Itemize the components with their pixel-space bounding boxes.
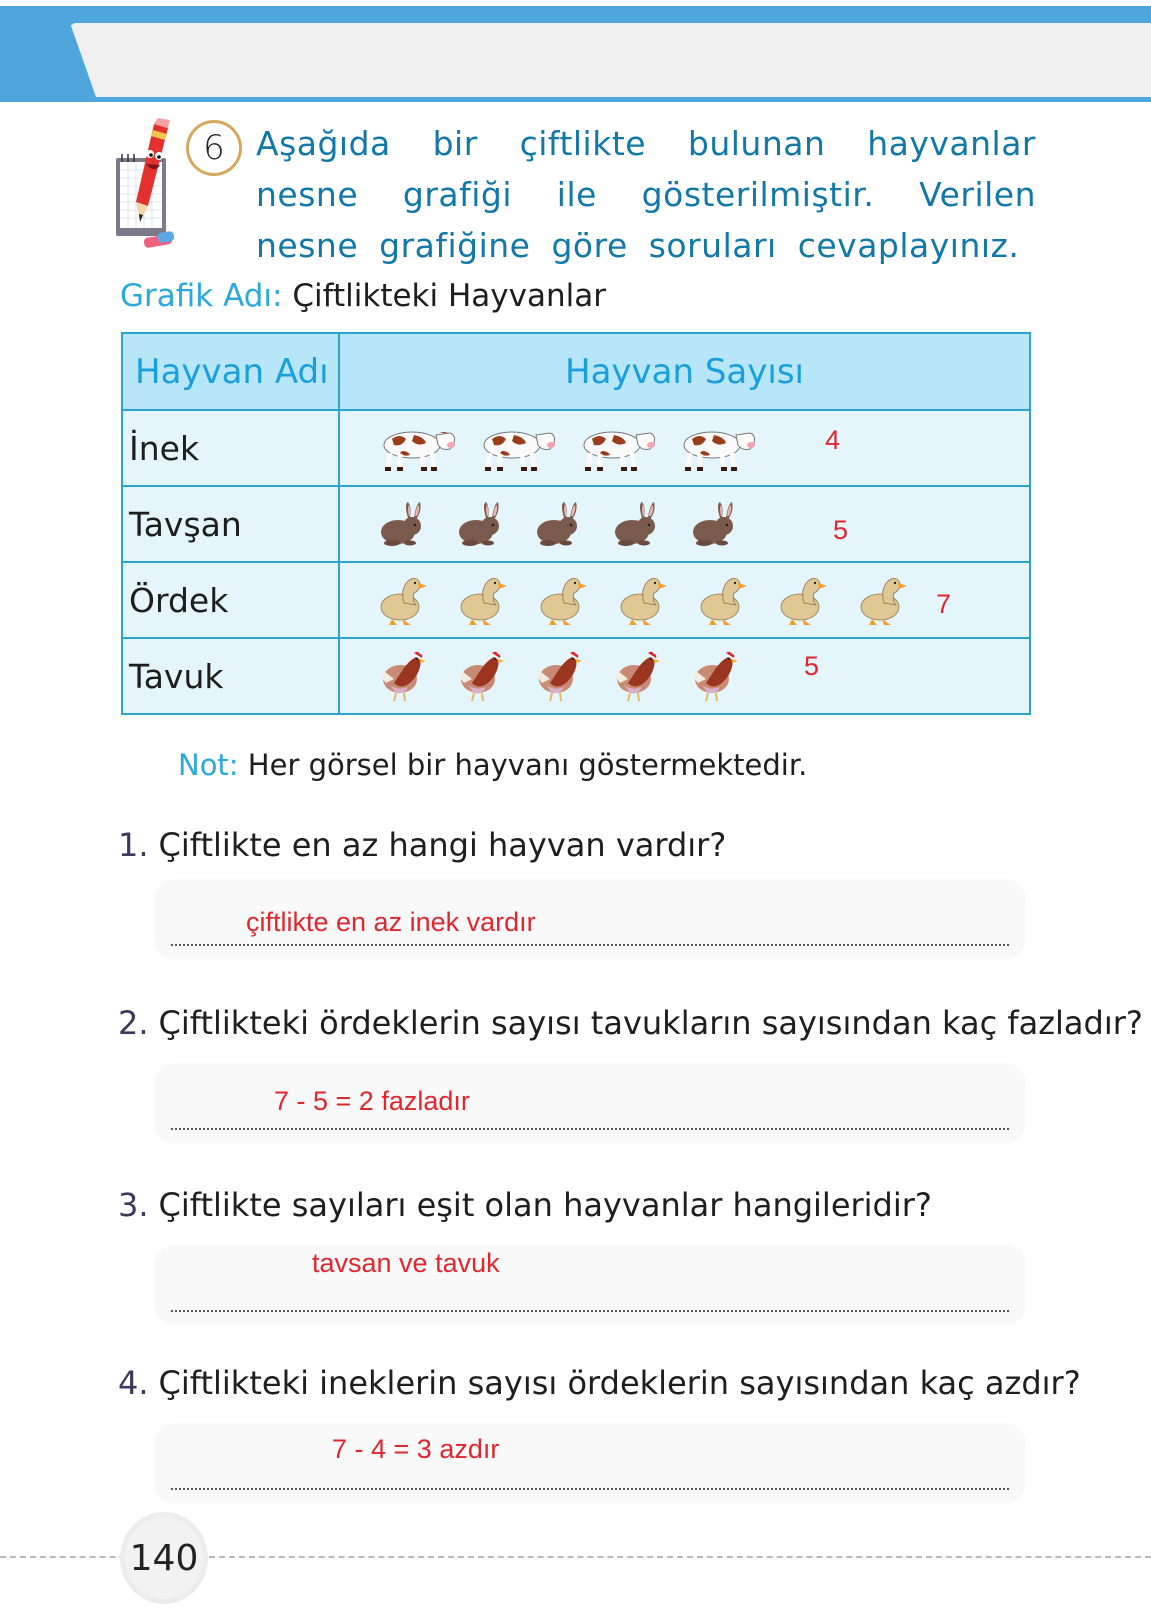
answer-text-1: çiftlikte en az inek vardır (246, 907, 536, 937)
rabbit-icon (456, 500, 504, 548)
table-row (122, 486, 1030, 562)
graph-title-label: Grafik Adı: (120, 278, 283, 314)
header-title-area (70, 23, 1151, 97)
answer-text-2: 7 - 5 = 2 fazladır (274, 1086, 470, 1116)
answer-field-4[interactable] (155, 1424, 1025, 1502)
animal-name: Tavuk (122, 638, 339, 714)
animal-name: Ördek (122, 562, 339, 638)
question-2 (118, 1004, 1143, 1042)
chicken-icon (456, 649, 506, 703)
table-row (122, 638, 1030, 714)
rabbit-icon (378, 500, 426, 548)
answer-field-3[interactable] (155, 1246, 1025, 1324)
header-animal-name: Hayvan Adı (122, 333, 339, 410)
note-text: Her görsel bir hayvanı göstermektedir. (247, 748, 808, 782)
written-count: 4 (825, 425, 841, 455)
written-count: 7 (936, 589, 952, 619)
answer-text-4: 7 - 4 = 3 azdır (332, 1434, 500, 1464)
pictograph-table (121, 332, 1031, 715)
chicken-icon (534, 649, 584, 703)
question-number: 2. (118, 1004, 149, 1042)
animal-pictures (339, 486, 1030, 562)
question-text: Çiftlikteki ineklerin sayısı ördeklerin sayısından kaç azdır? (158, 1364, 1081, 1402)
written-count: 5 (833, 515, 849, 545)
header-animal-count: Hayvan Sayısı (339, 333, 1030, 410)
chicken-icon (612, 649, 662, 703)
duck-icon (858, 573, 908, 627)
cow-icon (578, 421, 658, 475)
duck-icon (778, 573, 828, 627)
page-number: 140 (120, 1512, 208, 1604)
table-header-row (122, 333, 1030, 410)
graph-title-value: Çiftlikteki Hayvanlar (292, 278, 606, 314)
table-row (122, 562, 1030, 638)
animal-pictures (339, 638, 1030, 714)
question-3 (118, 1186, 932, 1224)
duck-icon (458, 573, 508, 627)
question-number: 4. (118, 1364, 149, 1402)
note-label: Not: (178, 748, 239, 782)
duck-icon (698, 573, 748, 627)
question-text: Çiftlikteki ördeklerin sayısı tavukların sayısından kaç fazladır? (158, 1004, 1143, 1042)
written-count: 5 (804, 651, 820, 681)
rabbit-icon (690, 500, 738, 548)
graph-title (120, 278, 606, 314)
duck-icon (618, 573, 668, 627)
question-number: 3. (118, 1186, 149, 1224)
question-instructions: Aşağıda bir çiftlikte bulunan hayvanlar nesne grafiği ile gösterilmiştir. Verilen nesne grafiğine göre soruları cevaplayınız. (256, 124, 1036, 265)
header-band (0, 6, 1151, 102)
question-1 (118, 826, 726, 864)
animal-pictures (339, 562, 1030, 638)
duck-icon (538, 573, 588, 627)
cow-icon (478, 421, 558, 475)
question-number: 1. (118, 826, 149, 864)
answer-line (171, 1310, 1009, 1312)
question-number-badge: 6 (186, 120, 242, 176)
chicken-icon (378, 649, 428, 703)
answer-line (171, 1128, 1009, 1130)
answer-line (171, 1488, 1009, 1490)
question-4 (118, 1364, 1081, 1402)
table-row (122, 410, 1030, 486)
duck-icon (378, 573, 428, 627)
chicken-icon (690, 649, 740, 703)
animal-name: Tavşan (122, 486, 339, 562)
question-text: Çiftlikte sayıları eşit olan hayvanlar hangileridir? (158, 1186, 932, 1224)
answer-text-3: tavsan ve tavuk (312, 1248, 500, 1278)
answer-line (171, 944, 1009, 946)
question-text: Çiftlikte en az hangi hayvan vardır? (158, 826, 727, 864)
cow-icon (378, 421, 458, 475)
animal-pictures (339, 410, 1030, 486)
rabbit-icon (612, 500, 660, 548)
cow-icon (678, 421, 758, 475)
rabbit-icon (534, 500, 582, 548)
note (178, 748, 807, 782)
pencil-mascot-icon (114, 118, 180, 248)
animal-name: İnek (122, 410, 339, 486)
